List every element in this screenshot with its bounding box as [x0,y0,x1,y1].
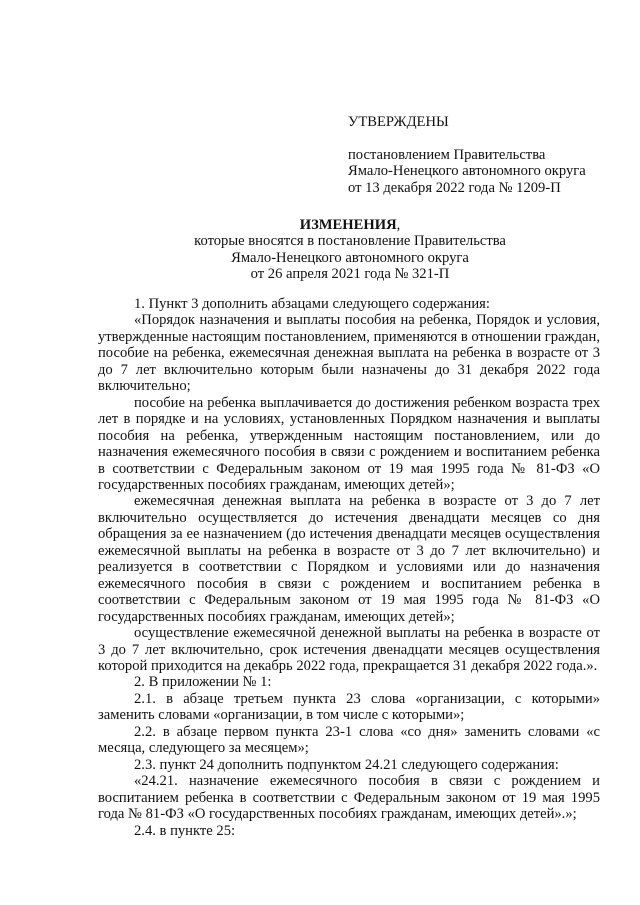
approved-line-2: Ямало-Ненецкого автономного округа [348,163,586,179]
paragraph: 2. В приложении № 1: [134,674,272,691]
title-line-2: Ямало-Ненецкого автономного округа [231,249,469,266]
paragraph: «Порядок назначения и выплаты пособия на ребенка, Порядок и условия, утвержденные настоящим постановлением, применяются в отношении граждан, пособие на ребенка, ежемесячная денежная выплата на ребенка в возрасте от 3 до 7 лет включительно которым были назначены до 31 декабря 2022 года включительно; [98,312,600,395]
title-line-3: от 26 апреля 2021 года № 321-П [250,265,450,282]
title-line-1: которые вносятся в постановление Правительства [194,233,506,250]
paragraph: 2.1. в абзаце третьем пункта 23 слова «организации, с которыми» заменить словами «организации, в том числе с которыми»; [98,690,600,724]
paragraph: ежемесячная денежная выплата на ребенка в возрасте от 3 до 7 лет включительно осуществляется до истечения двенадцати месяцев со дня обращения за ее назначением (до истечения двенадцати месяцев осуществления ежемесячной выплаты на ребенка в возрасте от 3 до 7 лет включительно) и реализуется в соответствии с Порядком и условиями или до назначения ежемесячного пособия в связи с рождением и воспитанием ребенка в соответствии с Федеральным законом от 19 мая 1995 года № 81-ФЗ «О государственных пособиях гражданам, имеющих детей»; [98,493,600,625]
approved-heading: УТВЕРЖДЕНЫ [348,114,449,130]
approval-stamp [348,114,618,196]
paragraph: 1. Пункт 3 дополнить абзацами следующего содержания: [134,296,490,312]
document-body [98,296,600,839]
paragraph: 2.4. в пункте 25: [134,822,236,839]
document-title-block [100,217,600,282]
approved-line-1: постановлением Правительства [348,146,546,163]
paragraph: 2.3. пункт 24 дополнить подпунктом 24.21 следующего содержания: [134,756,559,773]
title-comma: , [396,217,401,233]
document-title [100,217,600,233]
title-bold: ИЗМЕНЕНИЯ [299,217,397,233]
approved-line-3: от 13 декабря 2022 года № 1209-П [348,179,561,196]
paragraph: 2.2. в абзаце первом пункта 23-1 слова «со дня» заменить словами «с месяца, следующего за месяцем»; [98,723,600,757]
paragraph: «24.21. назначение ежемесячного пособия в связи с рождением и воспитанием ребенка в соответствии с Федеральным законом от 19 мая 1995 года № 81-ФЗ «О государственных пособиях гражданам, имеющих детей».»; [98,773,600,823]
paragraph: пособие на ребенка выплачивается до достижения ребенком возраста трех лет в порядке и на условиях, установленных Порядком назначения и выплаты пособия на ребенка, утвержденным настоящим постановлением, или до назначения ежемесячного пособия в связи с рождением и воспитанием ребенка в соответствии с Федеральным законом от 19 мая 1995 года № 81-ФЗ «О государственных пособиях гражданам, имеющих детей»; [98,394,600,493]
paragraph: осуществление ежемесячной денежной выплаты на ребенка в возрасте от 3 до 7 лет включительно, срок истечения двенадцати месяцев осуществления которой приходится на декабрь 2022 года, прекращается 31 декабря 2022 года.». [98,625,600,674]
